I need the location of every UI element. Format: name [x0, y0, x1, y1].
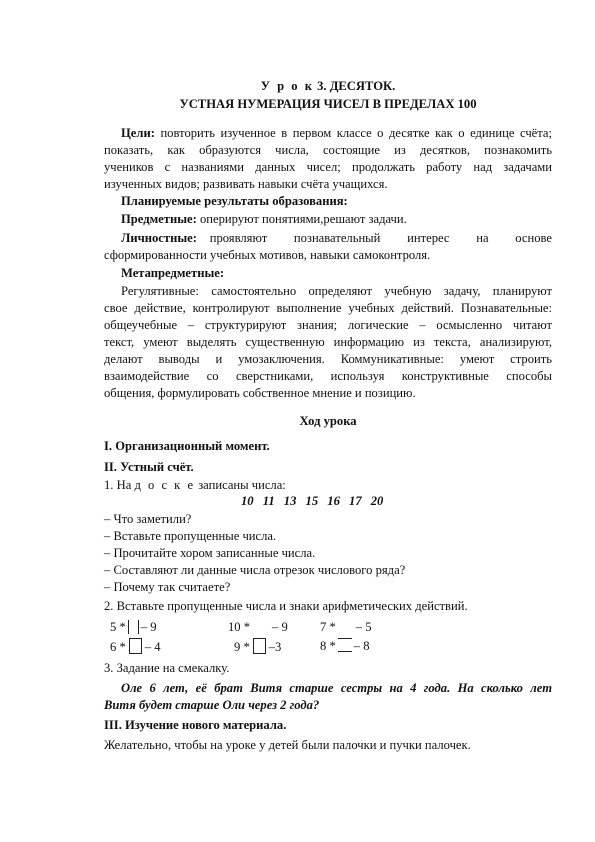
exercise-6-left: 8 *: [320, 639, 336, 653]
question-5: – Почему так считаете?: [104, 580, 231, 594]
planned-heading: [104, 193, 552, 210]
lesson-title: [104, 78, 552, 95]
section-3-title-text: III. Изучение нового материала.: [104, 718, 287, 732]
blank-box[interactable]: [129, 638, 142, 654]
question-1: – Что заметили?: [104, 512, 192, 526]
task-1-end: записаны числа:: [198, 478, 286, 492]
exercise-6: [320, 638, 370, 655]
regulatory-line-4: текст, умеют выделять существенную информацию из текста, анализируют,: [104, 335, 552, 349]
exercise-3-left: 7 *: [320, 620, 336, 634]
exercise-4-left: 6 *: [110, 640, 126, 654]
planned-heading-text: Планируемые результаты образования:: [121, 194, 348, 208]
section-2-title: [104, 459, 552, 476]
subject-label: Предметные:: [121, 212, 197, 226]
exercise-2: [228, 619, 288, 636]
regulatory-line-2: свое действие, контролируют выполнение учебных действий. Познавательные:: [104, 301, 552, 315]
personal-label: Личностные:: [121, 231, 197, 245]
regulatory-line-6: взаимодействие со сверстниками, используя конструктивные способы: [104, 369, 552, 383]
exercise-5-left: 9 *: [234, 640, 250, 654]
riddle-line-2: Витя будет старше Оли через 2 года?: [104, 698, 320, 712]
personal-line-1: [104, 230, 552, 247]
regulatory-label: Регулятивные:: [121, 284, 199, 298]
exercise-5: [234, 638, 281, 656]
section-3-title: [104, 717, 552, 734]
exercise-3: [320, 619, 372, 636]
regulatory-line-7: общения, формулировать собственное мнение и позицию.: [104, 386, 416, 400]
regulatory-line-3: общеучебные – структурируют знания; логические – осмысленно читают: [104, 318, 552, 332]
task-1: [104, 477, 552, 494]
goals-line-3: учеников с названиями данных чисел; продолжать работу над задачами: [104, 160, 552, 174]
lesson-prefix: У р о к: [260, 79, 314, 93]
exercise-3-right: – 5: [355, 620, 372, 634]
subject-text: оперируют понятиями,решают задачи.: [199, 212, 407, 226]
meta-heading-text: Метапредметные:: [121, 266, 225, 280]
question-2: – Вставьте пропущенные числа.: [104, 529, 277, 543]
exercise-1-right: – 9: [140, 620, 157, 634]
blank-box[interactable]: [338, 638, 352, 652]
goals-text: повторить изученное в первом классе о десятке как о единице счёта;: [160, 126, 552, 140]
personal-text: проявляют познавательный интерес на основе: [209, 231, 552, 245]
exercise-2-right: – 9: [272, 620, 288, 634]
task-1-start: 1. На: [104, 478, 132, 492]
section-1-title-text: I. Организационный момент.: [104, 439, 270, 453]
course-heading: Ход урока: [299, 414, 357, 428]
goals-line-1: [104, 125, 552, 142]
riddle-line-1: Оле 6 лет, её брат Витя старше сестры на 4 года. На сколько лет: [121, 681, 552, 695]
goals-line-2: показать, как образуются числа, состоящие из десятков, познакомить: [104, 143, 552, 157]
meta-heading: [104, 265, 552, 282]
task-2: 2. Вставьте пропущенные числа и знаки арифметических действий.: [104, 599, 468, 613]
task-1-board: д о с к е: [134, 478, 196, 492]
regulatory-line-1: [104, 283, 552, 300]
number-sequence: 10 11 13 15 16 17 20: [241, 494, 384, 508]
regulatory-text: самостоятельно определяют учебную задачу, планируют: [211, 284, 552, 298]
exercise-1-left: 5 *: [110, 620, 126, 634]
lesson-subtitle: УСТНАЯ НУМЕРАЦИЯ ЧИСЕЛ В ПРЕДЕЛАХ 100: [179, 97, 477, 111]
regulatory-line-5: делают выводы и умозаключения. Коммуникативные: умеют строить: [104, 352, 552, 366]
exercise-1: [110, 619, 157, 636]
question-4: – Составляют ли данные числа отрезок числового ряда?: [104, 563, 406, 577]
exercise-4: [110, 638, 161, 656]
lesson-title-line1: 3. ДЕСЯТОК.: [317, 79, 396, 93]
goals-line-4: изученных видов; развивать навыки счёта учащихся.: [104, 177, 388, 191]
blank-box[interactable]: [253, 638, 266, 654]
question-3: – Прочитайте хором записанные числа.: [104, 546, 316, 560]
section-3-text: Желательно, чтобы на уроке у детей были палочки и пучки палочек.: [104, 738, 471, 752]
exercise-6-right: – 8: [353, 639, 370, 653]
personal-line-2: сформированности учебных мотивов, навыки самоконтроля.: [104, 248, 431, 262]
blank-box[interactable]: [128, 620, 139, 634]
section-1-title: [104, 438, 552, 455]
exercise-2-left: 10 *: [228, 620, 251, 634]
section-2-title-text: II. Устный счёт.: [104, 460, 194, 474]
task-3: 3. Задание на смекалку.: [104, 661, 230, 675]
goals-label: Цели:: [121, 126, 155, 140]
exercise-4-right: – 4: [144, 640, 161, 654]
exercise-5-right: –3: [268, 640, 282, 654]
subject-results: [104, 211, 552, 228]
